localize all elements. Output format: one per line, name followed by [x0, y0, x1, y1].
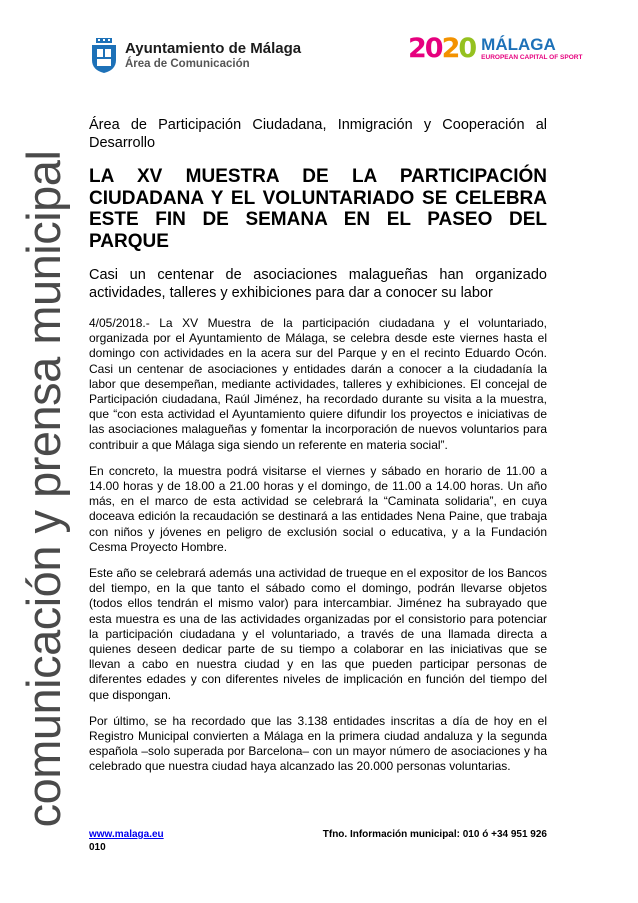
subheadline: Casi un centenar de asociaciones malagueñas han organizado actividades, talleres y exhibiciones para dar a conocer su labor	[89, 267, 547, 301]
event-city: MÁLAGA	[481, 35, 556, 54]
footer	[89, 829, 547, 854]
department-line: Área de Participación Ciudadana, Inmigración y Cooperación al Desarrollo	[89, 117, 547, 151]
event-tagline: EUROPEAN CAPITAL OF SPORT	[481, 54, 583, 61]
sidebar-vertical-text: comunicación y prensa municipal	[17, 150, 70, 828]
ayuntamiento-logo	[90, 38, 301, 74]
org-name: Ayuntamiento de Málaga	[125, 39, 302, 57]
paragraph-4: Por último, se ha recordado que las 3.138 entidades inscritas a día de hoy en el Registro Municipal convierten a Málaga en la primera ciudad andaluza y la segunda española –solo superada por Barcelona– con un mayor número de asociaciones y ha celebrado que nuestra ciudad haya alcanzado las 20.000 personas voluntarias.	[89, 713, 547, 774]
org-department: Área de Comunicación	[125, 57, 250, 70]
website-link[interactable]: www.malaga.eu	[89, 829, 164, 840]
paragraph-1: 4/05/2018.- La XV Muestra de la participación ciudadana y el voluntariado, organizada por el Ayuntamiento de Málaga, se celebra desde este viernes hasta el domingo con actividades en la acera sur del Parque y en el recinto Eduardo Ocón. Casi un centenar de asociaciones y entidades darán a conocer a la ciudadanía la labor que desempeñan, mediante actividades, talleres y exhibiciones. El concejal de Participación ciudadana, Raúl Jiménez, ha recordado durante su visita a la muestra, que “con esta actividad el Ayuntamiento quiere difundir los proyectos e iniciativas de las asociaciones malagueñas y fomentar la incorporación de nuevos voluntarios para contribuir a que Málaga siga siendo un referente en materia social”.	[89, 316, 547, 452]
phone-info: Tfno. Información municipal: 010 ó +34 951 926	[322, 829, 547, 840]
year-2020-mark: 2020	[408, 33, 476, 64]
city-shield-icon	[90, 38, 118, 74]
phone-continuation: 010	[89, 841, 106, 853]
paragraph-3: Este año se celebrará además una actividad de trueque en el expositor de los Bancos del tiempo, en la que tanto el sábado como el domingo, podrán llevarse objetos (todos ellos tendrán el mismo valor) para intercambiar. Jiménez ha subrayado que esta muestra es una de las actividades organizadas por el consistorio para potenciar la participación ciudadana y el voluntariado, a través de una llamada directa a quienes deseen dedicar parte de su tiempo a colaborar en las iniciativas que se llevan a cabo en nuestra ciudad y en las que pueden participar personas de diferentes edades y con diferentes niveles de implicación en función del tiempo del que dispongan.	[89, 566, 547, 702]
paragraph-2: En concreto, la muestra podrá visitarse el viernes y sábado en horario de 11.00 a 14.00 horas y de 18.00 a 21.00 horas y el domingo, de 11.00 a 14.00 horas. Un año más, en el marco de esta actividad se celebrará la “Caminata solidaria”, en cuya doceava edición la recaudación se destinará a las entidades Nena Paine, que trabaja con niños y jóvenes en peligro de exclusión social o educativa, y a la Fundación Cesma Proyecto Hombre.	[89, 463, 547, 554]
headline: LA XV MUESTRA DE LA PARTICIPACIÓN CIUDADANA Y EL VOLUNTARIADO SE CELEBRA ESTE FIN DE SEMANA EN EL PASEO DEL PARQUE	[89, 166, 547, 252]
press-release-body	[89, 116, 547, 775]
malaga-2020-logo	[408, 34, 582, 64]
